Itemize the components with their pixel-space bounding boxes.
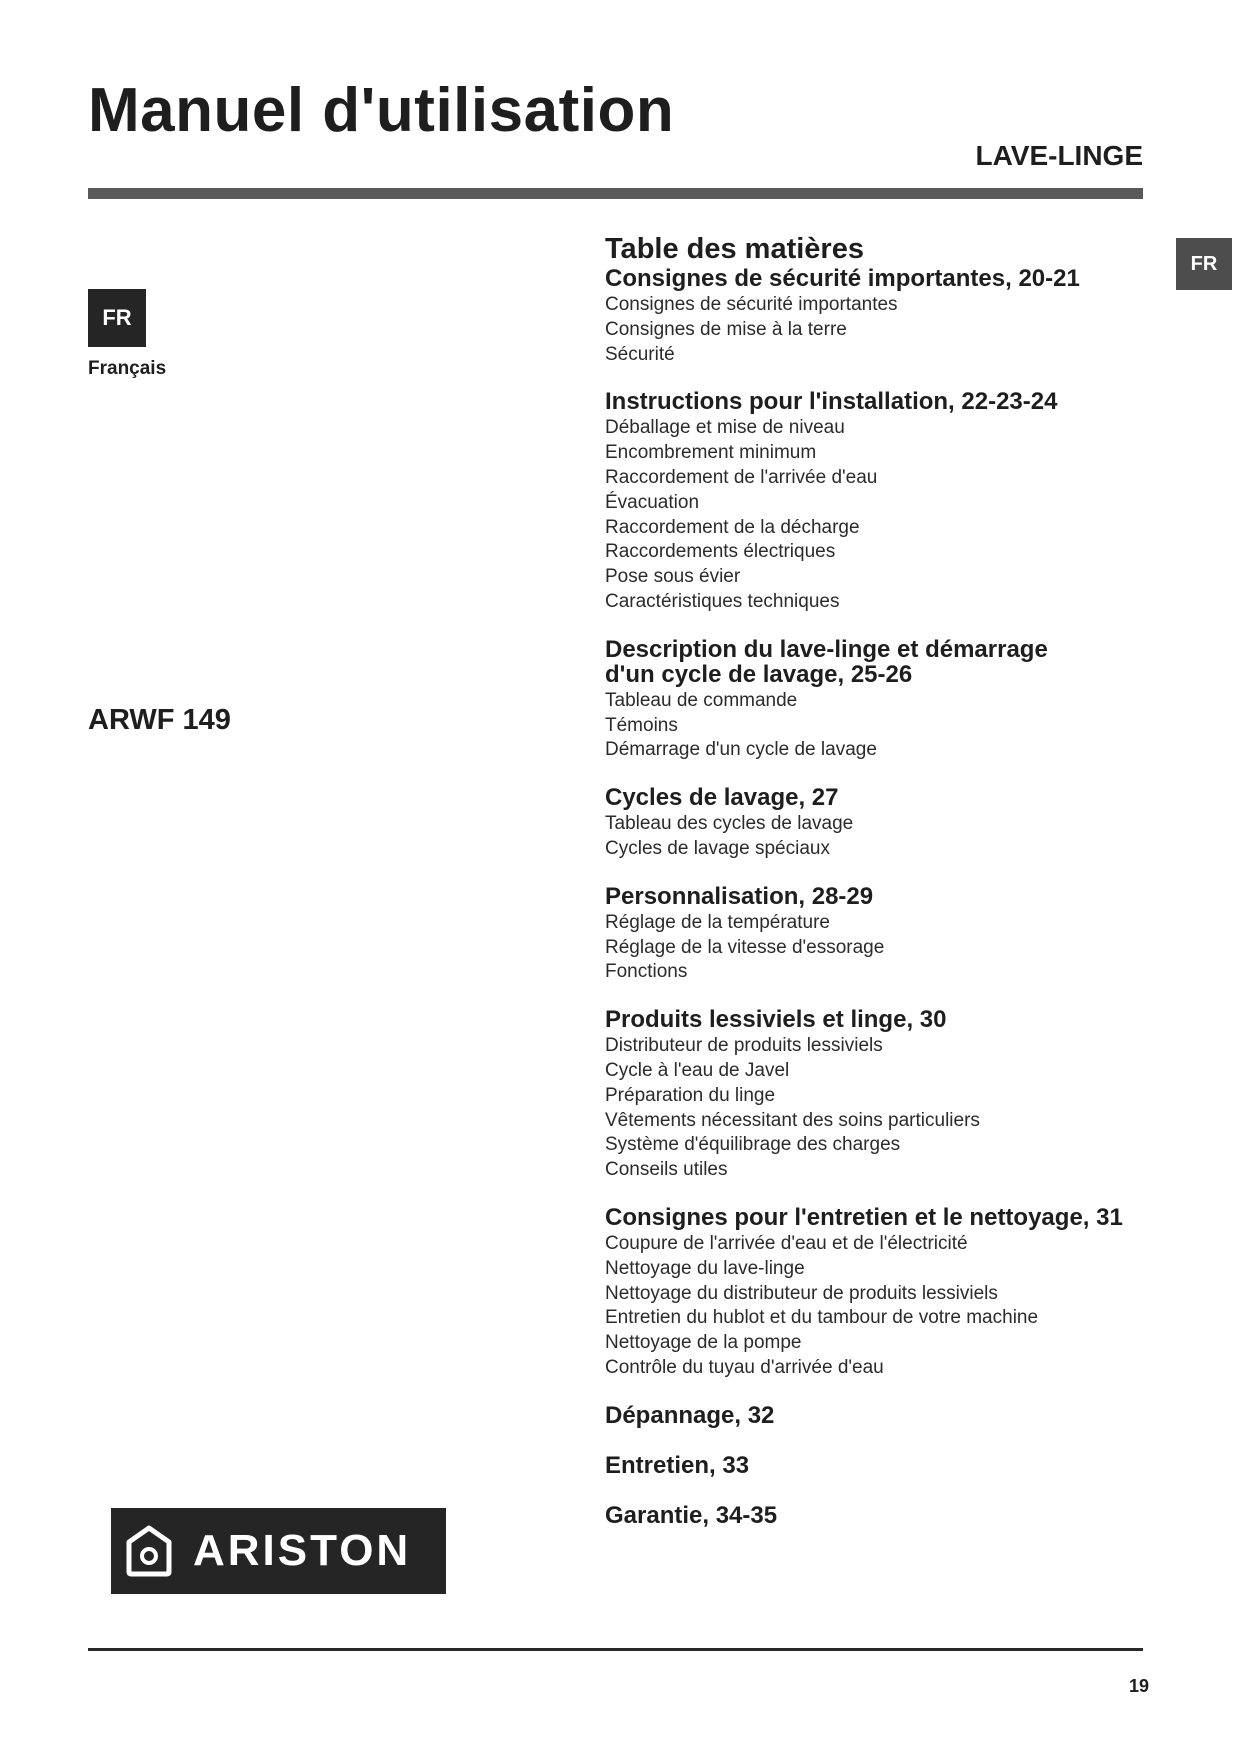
toc-item[interactable]: Consignes de sécurité importantes — [605, 294, 898, 315]
toc-section — [605, 1007, 1165, 1183]
toc-section — [605, 389, 1165, 614]
toc-section — [605, 884, 1165, 985]
language-side-tab[interactable]: FR — [1176, 238, 1232, 290]
toc-item[interactable]: Nettoyage de la pompe — [605, 1332, 802, 1354]
table-of-contents — [605, 232, 1165, 1528]
toc-section-heading[interactable]: Dépannage, 32 — [605, 1401, 775, 1429]
brand-logo — [111, 1508, 446, 1594]
toc-item[interactable]: Vêtements nécessitant des soins particuliers — [605, 1109, 980, 1131]
toc-item[interactable]: Déballage et mise de niveau — [605, 417, 845, 439]
toc-section — [605, 266, 1165, 367]
toc-item[interactable]: Évacuation — [605, 491, 700, 513]
toc-item[interactable]: Tableau de commande — [605, 689, 798, 711]
toc-item[interactable]: Sécurité — [605, 343, 675, 365]
toc-item[interactable]: Nettoyage du distributeur de produits lessiviels — [605, 1282, 998, 1304]
toc-item[interactable]: Réglage de la vitesse d'essorage — [605, 936, 885, 958]
page-number: 19 — [1128, 1676, 1149, 1696]
toc-section-heading[interactable]: Produits lessiviels et linge, 30 — [605, 1006, 947, 1034]
toc-section-heading[interactable]: Entretien, 33 — [605, 1451, 750, 1479]
toc-section — [605, 1205, 1165, 1381]
toc-item[interactable]: Démarrage d'un cycle de lavage — [605, 739, 877, 761]
toc-section-heading[interactable]: Instructions pour l'installation, 22-23-24 — [605, 388, 1058, 416]
toc-section-heading-line: Description du lave-linge et démarrage — [605, 635, 1048, 663]
toc-section — [605, 785, 1165, 862]
toc-item[interactable]: Distributeur de produits lessiviels — [605, 1035, 883, 1057]
toc-title: Table des matières — [605, 233, 864, 265]
toc-item[interactable]: Cycles de lavage spéciaux — [605, 837, 830, 859]
toc-item[interactable]: Raccordement de la décharge — [605, 516, 860, 538]
footer-divider — [88, 1648, 1143, 1651]
toc-section — [605, 637, 1165, 763]
toc-item[interactable]: Conseils utiles — [605, 1159, 728, 1181]
toc-section-heading[interactable] — [605, 637, 1165, 687]
toc-section — [605, 1453, 1165, 1478]
toc-section — [605, 1503, 1165, 1528]
brand-name: ARISTON — [193, 1526, 412, 1575]
header-divider — [88, 188, 1143, 199]
toc-item[interactable]: Contrôle du tuyau d'arrivée d'eau — [605, 1356, 884, 1378]
toc-item[interactable]: Entretien du hublot et du tambour de votre machine — [605, 1307, 1039, 1329]
model-number: ARWF 149 — [88, 704, 231, 736]
toc-item[interactable]: Raccordement de l'arrivée d'eau — [605, 466, 878, 488]
toc-item[interactable]: Témoins — [605, 714, 678, 736]
toc-section-heading[interactable]: Consignes pour l'entretien et le nettoyage, 31 — [605, 1203, 1123, 1231]
toc-item[interactable]: Coupure de l'arrivée d'eau et de l'électricité — [605, 1232, 968, 1254]
toc-item[interactable]: Système d'équilibrage des charges — [605, 1134, 901, 1156]
language-badge: FR — [88, 289, 146, 347]
toc-item[interactable]: Fonctions — [605, 961, 688, 983]
toc-section-heading-line: d'un cycle de lavage, 25-26 — [605, 660, 913, 688]
toc-item[interactable]: Cycle à l'eau de Javel — [605, 1059, 790, 1081]
toc-item[interactable]: Encombrement minimum — [605, 442, 817, 464]
toc-item[interactable]: Consignes de mise à la terre — [605, 318, 847, 340]
page-title: Manuel d'utilisation — [88, 75, 675, 145]
product-type-label: LAVE-LINGE — [975, 140, 1143, 171]
house-icon — [125, 1525, 173, 1577]
toc-section-heading[interactable]: Cycles de lavage, 27 — [605, 784, 839, 812]
toc-section-heading[interactable]: Personnalisation, 28-29 — [605, 882, 874, 910]
toc-section-heading[interactable]: Consignes de sécurité importantes, 20-21 — [605, 265, 1080, 292]
toc-item[interactable]: Caractéristiques techniques — [605, 590, 840, 612]
toc-section — [605, 1403, 1165, 1428]
language-name: Français — [88, 358, 167, 379]
toc-item[interactable]: Pose sous évier — [605, 566, 741, 588]
toc-item[interactable]: Réglage de la température — [605, 911, 830, 933]
toc-item[interactable]: Nettoyage du lave-linge — [605, 1257, 805, 1279]
toc-item[interactable]: Tableau des cycles de lavage — [605, 813, 854, 835]
toc-section-heading[interactable]: Garantie, 34-35 — [605, 1501, 778, 1529]
toc-item[interactable]: Préparation du linge — [605, 1084, 776, 1106]
toc-item[interactable]: Raccordements électriques — [605, 541, 836, 563]
